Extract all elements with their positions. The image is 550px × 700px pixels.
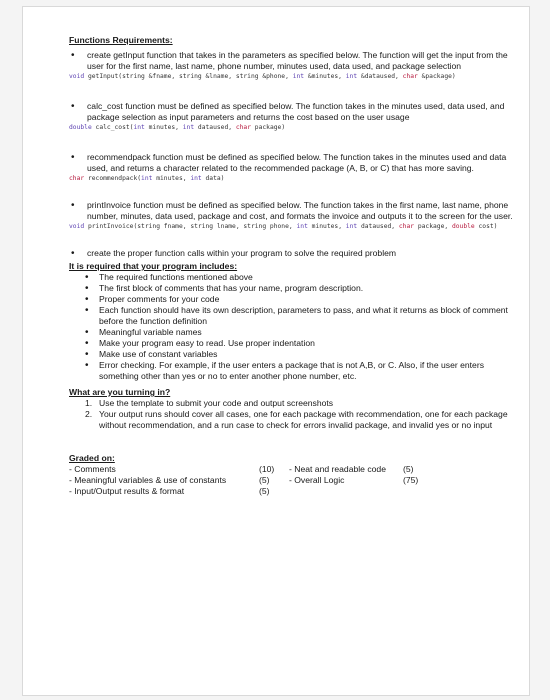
document-content: [69, 35, 519, 497]
graded-heading: Graded on:: [69, 453, 115, 463]
include-text: The first block of comments that has your name, program description.: [99, 283, 364, 293]
include-item: [69, 327, 519, 338]
code-token: int: [133, 124, 145, 131]
bullet-icon: •: [71, 248, 75, 259]
functions-heading: Functions Requirements:: [69, 35, 173, 45]
bullet-icon: •: [71, 200, 75, 211]
code-token: void: [69, 73, 85, 80]
requirement-text: create getInput function that takes in the parameters as specified below. The function will get the input from the user for the first name, last name, phone number, minutes used, data used, and package selection: [87, 50, 508, 71]
code-token: getInput(string &fname, string &lname, string &phone,: [84, 73, 293, 80]
requirement-item: [69, 152, 519, 183]
requirement-item: [69, 248, 519, 259]
code-token: void: [69, 223, 85, 230]
include-item: [69, 305, 519, 327]
include-text: Error checking. For example, if the user enters a package that is not A,B, or C. Also, if the user enters something other than yes or no to enter another phone number, etc.: [99, 360, 484, 381]
include-text: Proper comments for your code: [99, 294, 220, 304]
bullet-icon: •: [71, 50, 75, 61]
include-item: [69, 349, 519, 360]
code-token: int: [296, 223, 308, 230]
code-token: &minutes,: [304, 73, 346, 80]
grade-points: (5): [403, 464, 414, 474]
include-text: Meaningful variable names: [99, 327, 202, 337]
grade-item: - Input/Output results & format: [69, 486, 185, 496]
grade-item: - Neat and readable code: [289, 464, 386, 474]
function-signature: [69, 72, 519, 81]
code-token: printInvoice(string fname, string lname, string phone,: [84, 223, 297, 230]
item-number: 2.: [85, 409, 93, 419]
include-item: [69, 283, 519, 294]
requirement-item: [69, 50, 519, 81]
bullet-icon: •: [85, 294, 89, 305]
requirement-item: [69, 200, 519, 231]
bullet-icon: •: [85, 272, 89, 283]
code-token: calc_cost(: [91, 124, 134, 131]
code-token: package,: [414, 223, 452, 230]
turning-item: [69, 398, 519, 409]
grade-points: (5): [259, 475, 270, 485]
code-token: &dataused,: [357, 73, 403, 80]
code-token: minutes,: [307, 223, 346, 230]
code-token: char: [398, 223, 415, 230]
requirement-text: calc_cost function must be defined as specified below. The function takes in the minutes used, data used, and package selection as input parameters and returns the cost based on the user usage: [87, 101, 505, 122]
bullet-icon: •: [85, 305, 89, 316]
grade-item: [289, 486, 403, 497]
code-token: double: [69, 124, 92, 131]
code-token: double: [451, 223, 475, 230]
grades-table: [69, 464, 519, 497]
grade-points: (75): [403, 475, 419, 485]
requirements-list: [69, 50, 519, 259]
includes-list: [69, 272, 519, 382]
include-text: Each function should have its own description, parameters to pass, and what it returns as block of comment before the function definition: [99, 305, 508, 326]
grade-item: - Comments: [69, 464, 116, 474]
grade-item: - Overall Logic: [289, 475, 345, 485]
grade-points: (5): [259, 486, 270, 496]
code-token: int: [190, 175, 202, 182]
grade-item: - Meaningful variables & use of constants: [69, 475, 227, 485]
bullet-icon: •: [85, 327, 89, 338]
include-item: [69, 294, 519, 305]
grade-points: (10): [259, 464, 275, 474]
code-token: char: [69, 175, 85, 182]
code-token: cost): [474, 223, 498, 230]
code-token: dataused,: [194, 124, 236, 131]
turning-text: Your output runs should cover all cases, one for each package with recommendation, one for each package without recommendation, and a run case to check for errors invalid package, and invalid yes or no input: [99, 409, 508, 430]
requirement-text: create the proper function calls within your program to solve the required problem: [87, 248, 397, 258]
code-token: char: [235, 124, 251, 131]
bullet-icon: •: [71, 152, 75, 163]
requirement-text: recommendpack function must be defined as specified below. The function takes in the minutes used and data used, and returns a character related to the recommended package (A, B, or C) that has more saving.: [87, 152, 507, 173]
code-token: &package): [417, 73, 456, 80]
code-token: dataused,: [357, 223, 399, 230]
function-signature: [69, 123, 519, 132]
requirement-text: printInvoice function must be defined as specified below. The function takes in the first name, last name, phone number, minutes, data used, package and cost, and formats the invoice and outputs it to the screen for the user.: [87, 200, 513, 221]
code-token: int: [345, 73, 358, 80]
bullet-icon: •: [85, 360, 89, 371]
requirement-item: [69, 101, 519, 132]
document-page: [22, 6, 530, 696]
item-number: 1.: [85, 398, 93, 408]
bullet-icon: •: [85, 349, 89, 360]
grade-points: [403, 486, 443, 497]
function-signature: [69, 222, 519, 231]
code-token: package): [251, 124, 286, 131]
code-token: recommendpack(: [84, 175, 142, 182]
function-signature: [69, 174, 519, 183]
code-token: int: [292, 73, 305, 80]
include-text: The required functions mentioned above: [99, 272, 253, 282]
include-text: Make use of constant variables: [99, 349, 218, 359]
include-item: [69, 272, 519, 283]
code-token: int: [141, 175, 153, 182]
bullet-icon: •: [85, 338, 89, 349]
turning-item: [69, 409, 519, 431]
code-token: minutes,: [144, 124, 183, 131]
code-token: int: [345, 223, 358, 230]
bullet-icon: •: [85, 283, 89, 294]
turning-list: [69, 398, 519, 431]
code-token: int: [182, 124, 195, 131]
turning-heading: What are you turning in?: [69, 387, 171, 397]
include-text: Make your program easy to read. Use proper indentation: [99, 338, 315, 348]
include-item: [69, 360, 519, 382]
include-item: [69, 338, 519, 349]
code-token: char: [402, 73, 418, 80]
bullet-icon: •: [71, 101, 75, 112]
code-token: minutes,: [152, 175, 191, 182]
turning-text: Use the template to submit your code and output screenshots: [99, 398, 334, 408]
code-token: data): [201, 175, 225, 182]
includes-heading: It is required that your program includes:: [69, 261, 238, 271]
